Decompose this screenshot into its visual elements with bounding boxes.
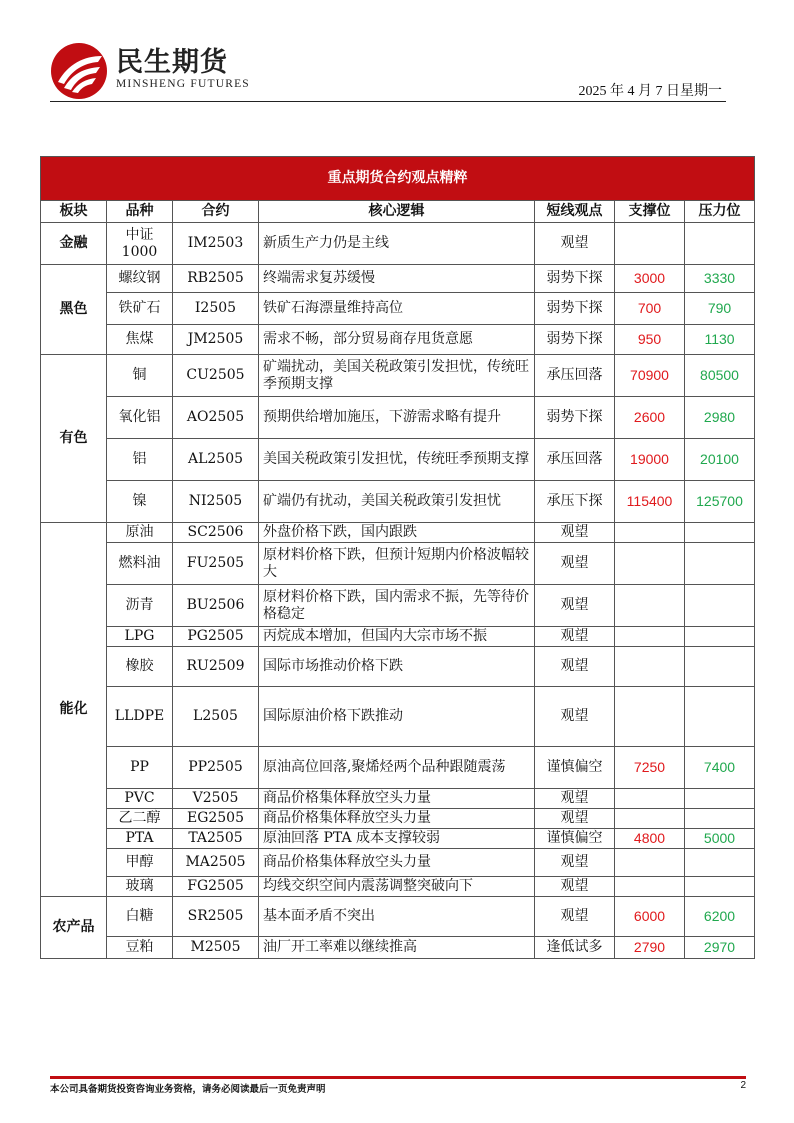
header-divider [50,101,726,102]
column-header: 板块 [41,201,107,223]
view-cell: 观望 [535,897,615,937]
disclaimer-text: 本公司具备期货投资咨询业务资格，请务必阅读最后一页免责声明 [50,1084,326,1095]
support-cell: 115400 [615,481,685,523]
column-header: 合约 [173,201,259,223]
contract-cell: CU2505 [173,355,259,397]
support-cell [615,789,685,809]
table-row [41,325,755,355]
variety-cell: 铝 [107,439,173,481]
logic-cell: 终端需求复苏缓慢 [259,265,535,293]
view-cell: 弱势下探 [535,325,615,355]
table-row [41,747,755,789]
view-cell: 逢低试多 [535,937,615,959]
resistance-cell: 790 [685,293,755,325]
support-cell [615,687,685,747]
support-cell [615,627,685,647]
resistance-cell: 2970 [685,937,755,959]
view-cell: 观望 [535,223,615,265]
contract-cell: FG2505 [173,877,259,897]
logic-cell: 原材料价格下跌，国内需求不振，先等待价格稳定 [259,585,535,627]
table-row [41,543,755,585]
logic-cell: 原油高位回落,聚烯烃两个品种跟随震荡 [259,747,535,789]
sector-name: 金融 [41,223,107,265]
resistance-cell: 2980 [685,397,755,439]
view-cell: 观望 [535,789,615,809]
view-cell: 观望 [535,849,615,877]
variety-cell: 玻璃 [107,877,173,897]
resistance-cell: 125700 [685,481,755,523]
contract-cell: JM2505 [173,325,259,355]
view-cell: 观望 [535,647,615,687]
support-cell: 950 [615,325,685,355]
logic-cell: 商品价格集体释放空头力量 [259,809,535,829]
logic-cell: 均线交织空间内震荡调整突破向下 [259,877,535,897]
resistance-cell [685,523,755,543]
logic-cell: 需求不畅，部分贸易商存甩货意愿 [259,325,535,355]
contract-cell: M2505 [173,937,259,959]
variety-cell: 镍 [107,481,173,523]
contract-cell: NI2505 [173,481,259,523]
column-header: 短线观点 [535,201,615,223]
table-row [41,849,755,877]
variety-cell: 中证1000 [107,223,173,265]
view-cell: 观望 [535,627,615,647]
resistance-cell [685,585,755,627]
table-row [41,523,755,543]
table-row [41,223,755,265]
logic-cell: 商品价格集体释放空头力量 [259,789,535,809]
column-header: 核心逻辑 [259,201,535,223]
resistance-cell [685,789,755,809]
support-cell [615,543,685,585]
logic-cell: 矿端仍有扰动，美国关税政策引发担忧 [259,481,535,523]
logic-cell: 丙烷成本增加，但国内大宗市场不振 [259,627,535,647]
support-cell: 19000 [615,439,685,481]
logic-cell: 基本面矛盾不突出 [259,897,535,937]
contract-cell: SR2505 [173,897,259,937]
page-number: 2 [740,1080,746,1091]
view-cell: 观望 [535,543,615,585]
support-cell: 2600 [615,397,685,439]
logic-cell: 美国关税政策引发担忧，传统旺季预期支撑 [259,439,535,481]
resistance-cell [685,849,755,877]
logic-cell: 矿端扰动，美国关税政策引发担忧，传统旺季预期支撑 [259,355,535,397]
variety-cell: 豆粕 [107,937,173,959]
variety-cell: 原油 [107,523,173,543]
support-cell [615,223,685,265]
table-row [41,397,755,439]
variety-cell: PP [107,747,173,789]
resistance-cell: 5000 [685,829,755,849]
contract-cell: RU2509 [173,647,259,687]
contract-cell: RB2505 [173,265,259,293]
support-cell: 70900 [615,355,685,397]
contract-cell: SC2506 [173,523,259,543]
contract-cell: IM2503 [173,223,259,265]
resistance-cell [685,543,755,585]
company-name-en: MINSHENG FUTURES [116,78,250,90]
variety-cell: 甲醇 [107,849,173,877]
sector-name: 能化 [41,523,107,897]
support-cell: 4800 [615,829,685,849]
variety-cell: PVC [107,789,173,809]
view-cell: 观望 [535,809,615,829]
view-cell: 观望 [535,523,615,543]
table-title: 重点期货合约观点精粹 [41,157,755,201]
view-cell: 谨慎偏空 [535,829,615,849]
variety-cell: PTA [107,829,173,849]
support-cell [615,849,685,877]
variety-cell: 燃料油 [107,543,173,585]
support-cell [615,809,685,829]
resistance-cell: 6200 [685,897,755,937]
support-cell: 3000 [615,265,685,293]
support-cell: 7250 [615,747,685,789]
contract-cell: EG2505 [173,809,259,829]
column-header: 品种 [107,201,173,223]
table-row [41,355,755,397]
support-cell [615,523,685,543]
logic-cell: 原油回落 PTA 成本支撑较弱 [259,829,535,849]
variety-cell: 铜 [107,355,173,397]
resistance-cell [685,627,755,647]
page-header [50,36,726,106]
support-cell [615,877,685,897]
view-cell: 谨慎偏空 [535,747,615,789]
contract-cell: BU2506 [173,585,259,627]
variety-cell: 螺纹钢 [107,265,173,293]
resistance-cell [685,687,755,747]
logic-cell: 商品价格集体释放空头力量 [259,849,535,877]
resistance-cell: 7400 [685,747,755,789]
contract-cell: FU2505 [173,543,259,585]
support-cell: 6000 [615,897,685,937]
resistance-cell: 1130 [685,325,755,355]
variety-cell: 沥青 [107,585,173,627]
contract-cell: PG2505 [173,627,259,647]
view-cell: 观望 [535,585,615,627]
contract-cell: TA2505 [173,829,259,849]
logic-cell: 原材料价格下跌，但预计短期内价格波幅较大 [259,543,535,585]
contract-cell: AO2505 [173,397,259,439]
contract-cell: PP2505 [173,747,259,789]
column-header: 压力位 [685,201,755,223]
minsheng-logo-icon [50,42,108,100]
variety-cell: 白糖 [107,897,173,937]
variety-cell: 焦煤 [107,325,173,355]
table-row [41,293,755,325]
table-row [41,829,755,849]
contract-cell: AL2505 [173,439,259,481]
view-cell: 承压下探 [535,481,615,523]
logic-cell: 铁矿石海漂量维持高位 [259,293,535,325]
support-cell [615,647,685,687]
table-row [41,897,755,937]
table-row [41,627,755,647]
report-date: 2025 年 4 月 7 日星期一 [578,84,722,99]
table-row [41,481,755,523]
variety-cell: LPG [107,627,173,647]
resistance-cell [685,223,755,265]
table-row [41,937,755,959]
variety-cell: 氧化铝 [107,397,173,439]
view-cell: 弱势下探 [535,265,615,293]
resistance-cell: 3330 [685,265,755,293]
resistance-cell [685,877,755,897]
view-cell: 弱势下探 [535,293,615,325]
sector-name: 有色 [41,355,107,523]
support-cell [615,585,685,627]
logic-cell: 油厂开工率难以继续推高 [259,937,535,959]
sector-name: 农产品 [41,897,107,959]
logic-cell: 国际原油价格下跌推动 [259,687,535,747]
table-header-row [41,201,755,223]
table-row [41,265,755,293]
support-cell: 2790 [615,937,685,959]
variety-cell: 铁矿石 [107,293,173,325]
table-row [41,809,755,829]
contract-cell: V2505 [173,789,259,809]
futures-views-table [40,156,755,959]
company-name-cn: 民生期货 [116,47,228,78]
table-row [41,439,755,481]
view-cell: 观望 [535,687,615,747]
resistance-cell: 80500 [685,355,755,397]
footer-divider [50,1076,746,1079]
sector-name: 黑色 [41,265,107,355]
table-row [41,585,755,627]
table-row [41,877,755,897]
variety-cell: 橡胶 [107,647,173,687]
logic-cell: 国际市场推动价格下跌 [259,647,535,687]
view-cell: 承压回落 [535,439,615,481]
logic-cell: 预期供给增加施压，下游需求略有提升 [259,397,535,439]
contract-cell: MA2505 [173,849,259,877]
table-row [41,789,755,809]
support-cell: 700 [615,293,685,325]
column-header: 支撑位 [615,201,685,223]
logic-cell: 外盘价格下跌，国内跟跌 [259,523,535,543]
logic-cell: 新质生产力仍是主线 [259,223,535,265]
table-row [41,647,755,687]
resistance-cell: 20100 [685,439,755,481]
view-cell: 观望 [535,877,615,897]
variety-cell: 乙二醇 [107,809,173,829]
contract-cell: L2505 [173,687,259,747]
contract-cell: I2505 [173,293,259,325]
view-cell: 弱势下探 [535,397,615,439]
table-row [41,687,755,747]
resistance-cell [685,809,755,829]
variety-cell: LLDPE [107,687,173,747]
resistance-cell [685,647,755,687]
view-cell: 承压回落 [535,355,615,397]
